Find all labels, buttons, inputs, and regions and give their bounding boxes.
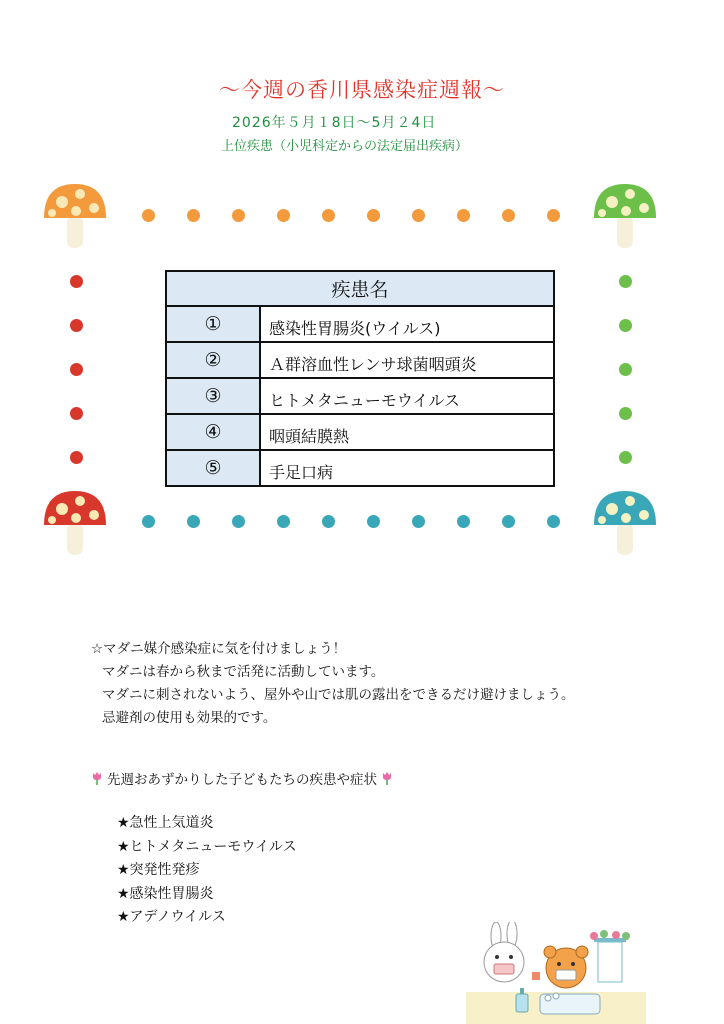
disease-cell: 感染性胃腸炎(ウイルス): [260, 306, 554, 342]
table-header-row: [166, 271, 554, 306]
frame-dot: [412, 515, 425, 528]
notice-line: マダニは春から秋まで活発に活動しています。: [102, 664, 385, 680]
notice-line: 忌避剤の使用も効果的です。: [102, 710, 277, 726]
rank-cell: ⑤: [166, 450, 260, 486]
frame-dot: [70, 275, 83, 288]
mushroom-orange-icon: [42, 180, 108, 252]
disease-cell: 手足口病: [260, 450, 554, 486]
frame-dot: [619, 319, 632, 332]
frame-dot: [322, 515, 335, 528]
list-item: ★アデノウイルス: [117, 909, 226, 925]
frame-dot: [277, 209, 290, 222]
rank-cell: ③: [166, 378, 260, 414]
list-item: ★急性上気道炎: [117, 815, 214, 831]
frame-dot: [70, 319, 83, 332]
frame-dot: [187, 515, 200, 528]
notice-line: マダニに刺されないよう、屋外や山では肌の露出をできるだけ避けましょう。: [102, 687, 575, 703]
recent-list: [117, 812, 297, 930]
frame-dot: [232, 209, 245, 222]
table-header: 疾患名: [166, 271, 554, 306]
recent-heading: [91, 768, 393, 788]
frame-dot: [232, 515, 245, 528]
list-item: ★感染性胃腸炎: [117, 885, 214, 902]
rabbit-bear-handwashing-illustration: [466, 922, 646, 1024]
frame-dot: [277, 515, 290, 528]
frame-dot: [547, 209, 560, 222]
table-row: [166, 414, 554, 450]
rank-cell: ②: [166, 342, 260, 378]
frame-dot: [502, 515, 515, 528]
frame-dot: [367, 515, 380, 528]
table-row: [166, 450, 554, 486]
frame-dot: [502, 209, 515, 222]
frame-dot: [619, 275, 632, 288]
frame-dot: [457, 515, 470, 528]
frame-dot: [142, 515, 155, 528]
mushroom-red-icon: [42, 487, 108, 559]
mushroom-green-icon: [592, 180, 658, 252]
frame-dot: [187, 209, 200, 222]
page-title: ～今週の香川県感染症週報～: [219, 78, 505, 102]
rank-cell: ④: [166, 414, 260, 450]
tulip-icon: [91, 771, 103, 785]
date-range: 2026年５月１8日～5月２4日: [232, 115, 437, 131]
disease-table: [165, 270, 555, 487]
rank-cell: ①: [166, 306, 260, 342]
frame-dot: [70, 407, 83, 420]
frame-dot: [322, 209, 335, 222]
list-item: ★突発性発疹: [117, 862, 200, 878]
frame-dot: [547, 515, 560, 528]
subtitle: 上位疾患（小児科定からの法定届出疾病）: [221, 139, 469, 154]
recent-heading-text: 先週おあずかりした子どもたちの疾患や症状: [107, 772, 377, 788]
frame-dot: [619, 407, 632, 420]
table-row: [166, 342, 554, 378]
frame-dot: [619, 363, 632, 376]
disease-cell: Ａ群溶血性レンサ球菌咽頭炎: [260, 342, 554, 378]
table-row: [166, 378, 554, 414]
frame-dot: [457, 209, 470, 222]
disease-cell: 咽頭結膜熱: [260, 414, 554, 450]
frame-dot: [367, 209, 380, 222]
mushroom-teal-icon: [592, 487, 658, 559]
frame-dot: [142, 209, 155, 222]
frame-dot: [619, 451, 632, 464]
notice-heading: ☆マダニ媒介感染症に気を付けましょう！: [91, 641, 347, 657]
table-row: [166, 306, 554, 342]
tulip-icon: [381, 771, 393, 785]
frame-dot: [70, 363, 83, 376]
disease-cell: ヒトメタニューモウイルス: [260, 378, 554, 414]
frame-dot: [412, 209, 425, 222]
frame-dot: [70, 451, 83, 464]
tick-notice: [91, 638, 575, 730]
list-item: ★ヒトメタニューモウイルス: [117, 838, 297, 855]
